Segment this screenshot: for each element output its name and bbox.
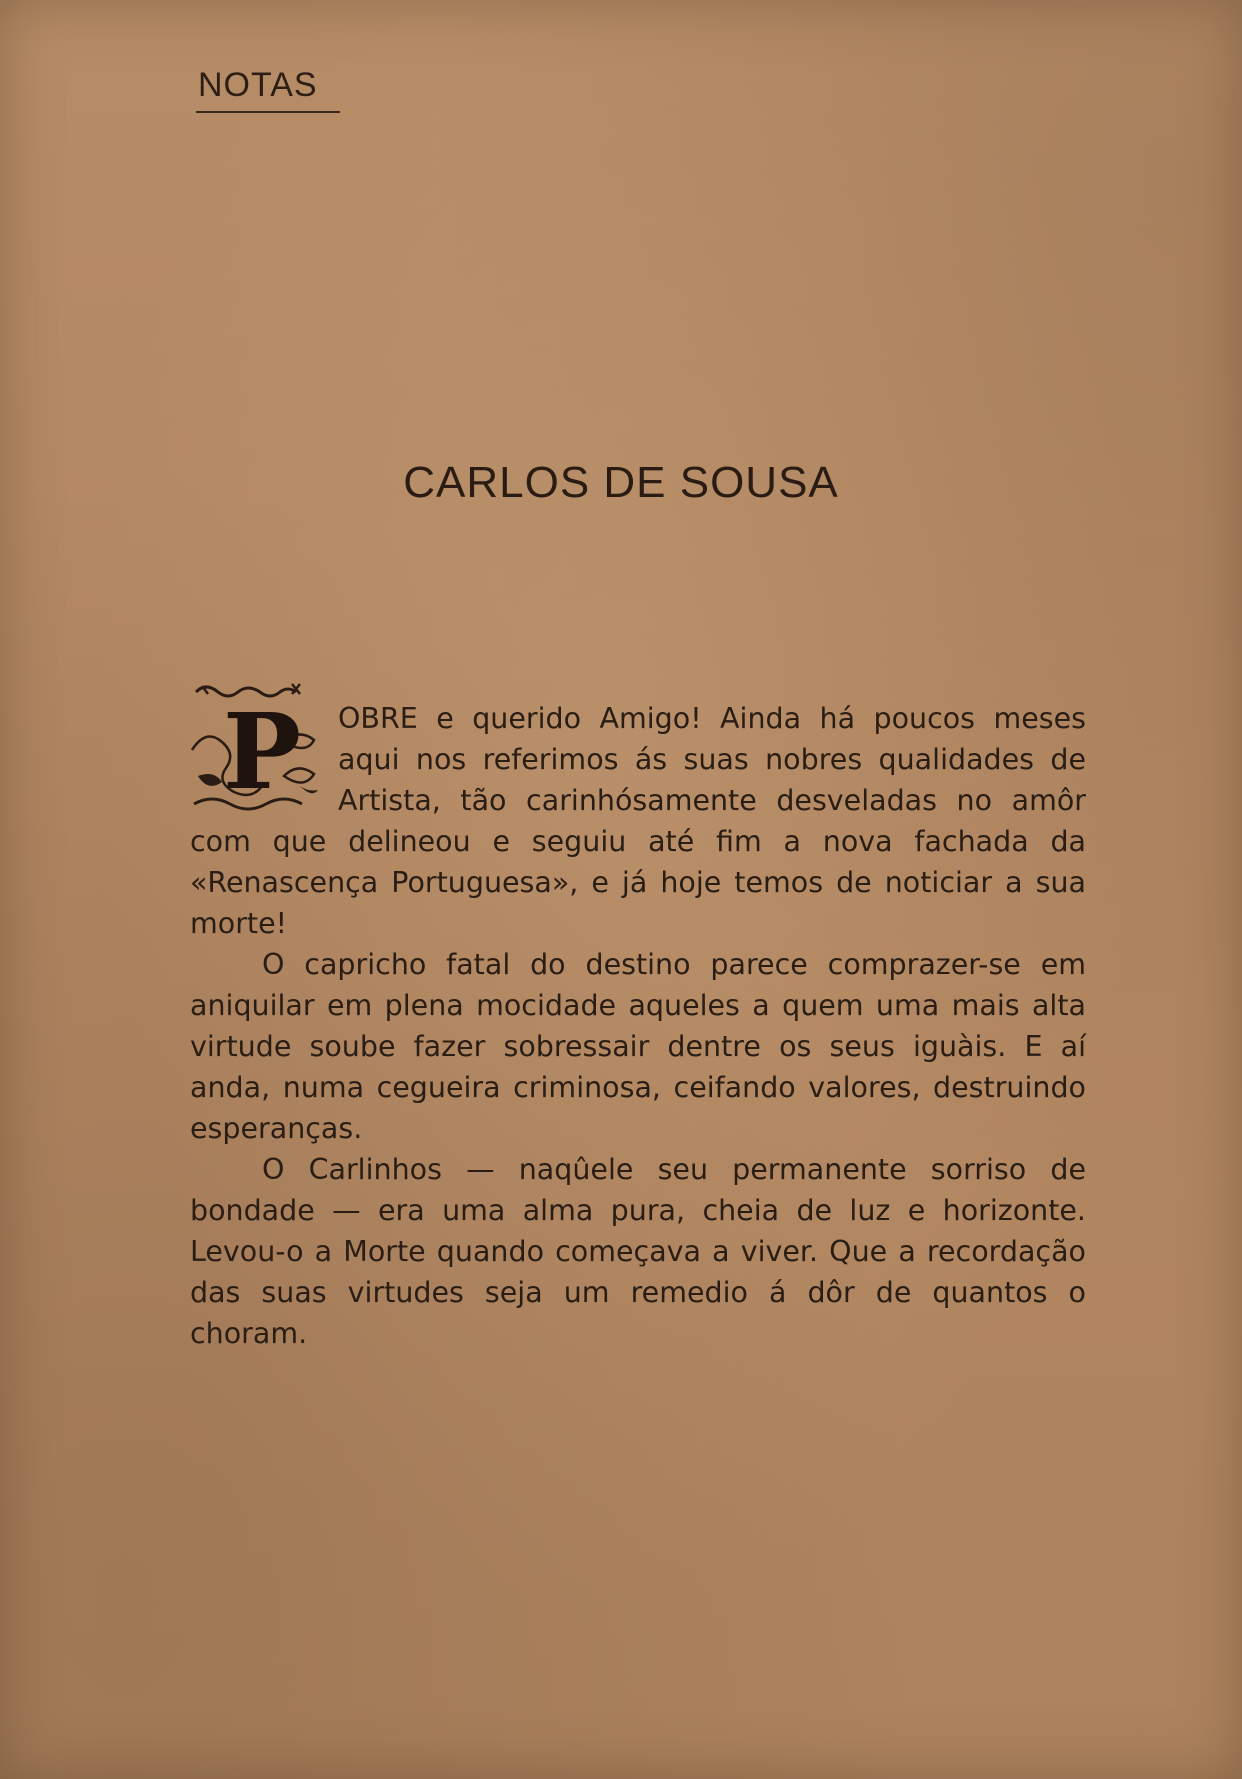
svg-text:P: P (222, 690, 302, 812)
ornamental-dropcap (188, 680, 334, 812)
article-title: CARLOS DE SOUSA (403, 458, 839, 507)
article-paragraph: O Carlinhos — naqûele seu permanente sorriso de bondade — era uma alma pura, cheia de luz e horizonte. Levou-o a Morte quando começava a viver. Que a recordação das suas virtudes seja um remedio á dôr de quantos o choram. (190, 1153, 1086, 1350)
section-label: NOTAS (198, 66, 318, 104)
article-body (190, 690, 1086, 1354)
article-paragraph: O capricho fatal do destino parece comprazer-se em aniquilar em plena mocidade aqueles a quem uma mais alta virtude soube fazer sobressair dentre os seus iguàis. E aí anda, numa cegueira criminosa, ceifando valores, destruindo esperanças. (190, 948, 1086, 1145)
article-paragraph (190, 690, 1086, 944)
paragraph-text: OBRE e querido Amigo! Ainda há poucos meses aqui nos referimos ás suas nobres qualidades de Artista, tão carinhósamente desveladas no amôr com que delineou e seguiu até fim a nova fachada da «Renascença Portuguesa», e já hoje temos de noticiar a sua morte! (190, 702, 1086, 940)
section-underline (196, 111, 340, 113)
